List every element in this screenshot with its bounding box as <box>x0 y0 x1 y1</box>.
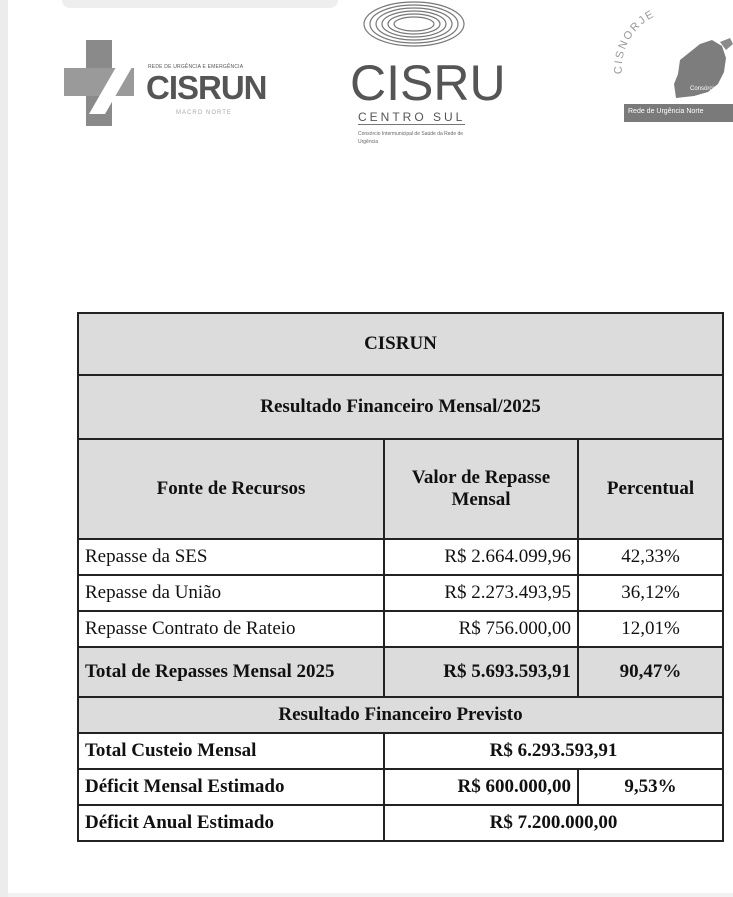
header-percentual: Percentual <box>578 439 723 539</box>
row-label: Repasse Contrato de Rateio <box>78 611 384 647</box>
row-label: Repasse da SES <box>78 539 384 575</box>
deficit-anual-row <box>78 805 723 841</box>
cisrun-subtitle: MACRO NORTE <box>176 110 232 116</box>
deficit-anual-label: Déficit Anual Estimado <box>78 805 384 841</box>
table-title: CISRUN <box>78 313 723 375</box>
page-edge <box>0 0 8 897</box>
header-fonte: Fonte de Recursos <box>78 439 384 539</box>
deficit-mensal-value: R$ 600.000,00 <box>384 769 578 805</box>
total-value: R$ 5.693.593,91 <box>384 647 578 697</box>
custeio-row <box>78 733 723 769</box>
cisrun-logo-name: CISRUN <box>146 69 267 106</box>
total-percent: 90,47% <box>578 647 723 697</box>
cisrun-tagline: REDE DE URGÊNCIA E EMERGÊNCIA <box>148 64 244 70</box>
row-percent: 12,01% <box>578 611 723 647</box>
svg-text:CISNORJE: CISNORJE <box>612 7 658 75</box>
cisru-subtitle: CENTRO SUL <box>358 110 466 124</box>
custeio-value: R$ 6.293.593,91 <box>384 733 723 769</box>
row-value: R$ 756.000,00 <box>384 611 578 647</box>
table-subtitle-row <box>78 375 723 439</box>
rings-icon <box>358 0 470 52</box>
table-row <box>78 611 723 647</box>
row-percent: 36,12% <box>578 575 723 611</box>
row-value: R$ 2.273.493,95 <box>384 575 578 611</box>
cisru-logo <box>350 0 506 158</box>
table-row <box>78 539 723 575</box>
previsto-header: Resultado Financeiro Previsto <box>78 697 723 733</box>
table-title-row <box>78 313 723 375</box>
deficit-mensal-label: Déficit Mensal Estimado <box>78 769 384 805</box>
table-header-row <box>78 439 723 539</box>
table-row <box>78 575 723 611</box>
total-label: Total de Repasses Mensal 2025 <box>78 647 384 697</box>
cisnorje-corner-text: Consórcio <box>690 86 718 92</box>
cisru-logo-name: CISRU <box>350 55 506 111</box>
custeio-label: Total Custeio Mensal <box>78 733 384 769</box>
financial-table <box>77 312 722 842</box>
row-label: Repasse da União <box>78 575 384 611</box>
table-subtitle: Resultado Financeiro Mensal/2025 <box>78 375 723 439</box>
cisnorje-logo <box>608 0 733 130</box>
total-row <box>78 647 723 697</box>
deficit-mensal-row <box>78 769 723 805</box>
cisnorje-bar-text: Rede de Urgência Norte <box>628 108 704 115</box>
previsto-header-row <box>78 697 723 733</box>
header-valor: Valor de Repasse Mensal <box>384 439 578 539</box>
deficit-anual-value: R$ 7.200.000,00 <box>384 805 723 841</box>
top-bar <box>62 0 338 8</box>
cisru-description: Consórcio Intermunicipal de Saúde da Rede de Urgência <box>358 131 464 145</box>
row-percent: 42,33% <box>578 539 723 575</box>
row-value: R$ 2.664.099,96 <box>384 539 578 575</box>
deficit-mensal-percent: 9,53% <box>578 769 723 805</box>
financial-table-grid <box>77 312 724 842</box>
cisrun-logo <box>64 38 267 130</box>
page-bottom-edge <box>8 893 733 897</box>
